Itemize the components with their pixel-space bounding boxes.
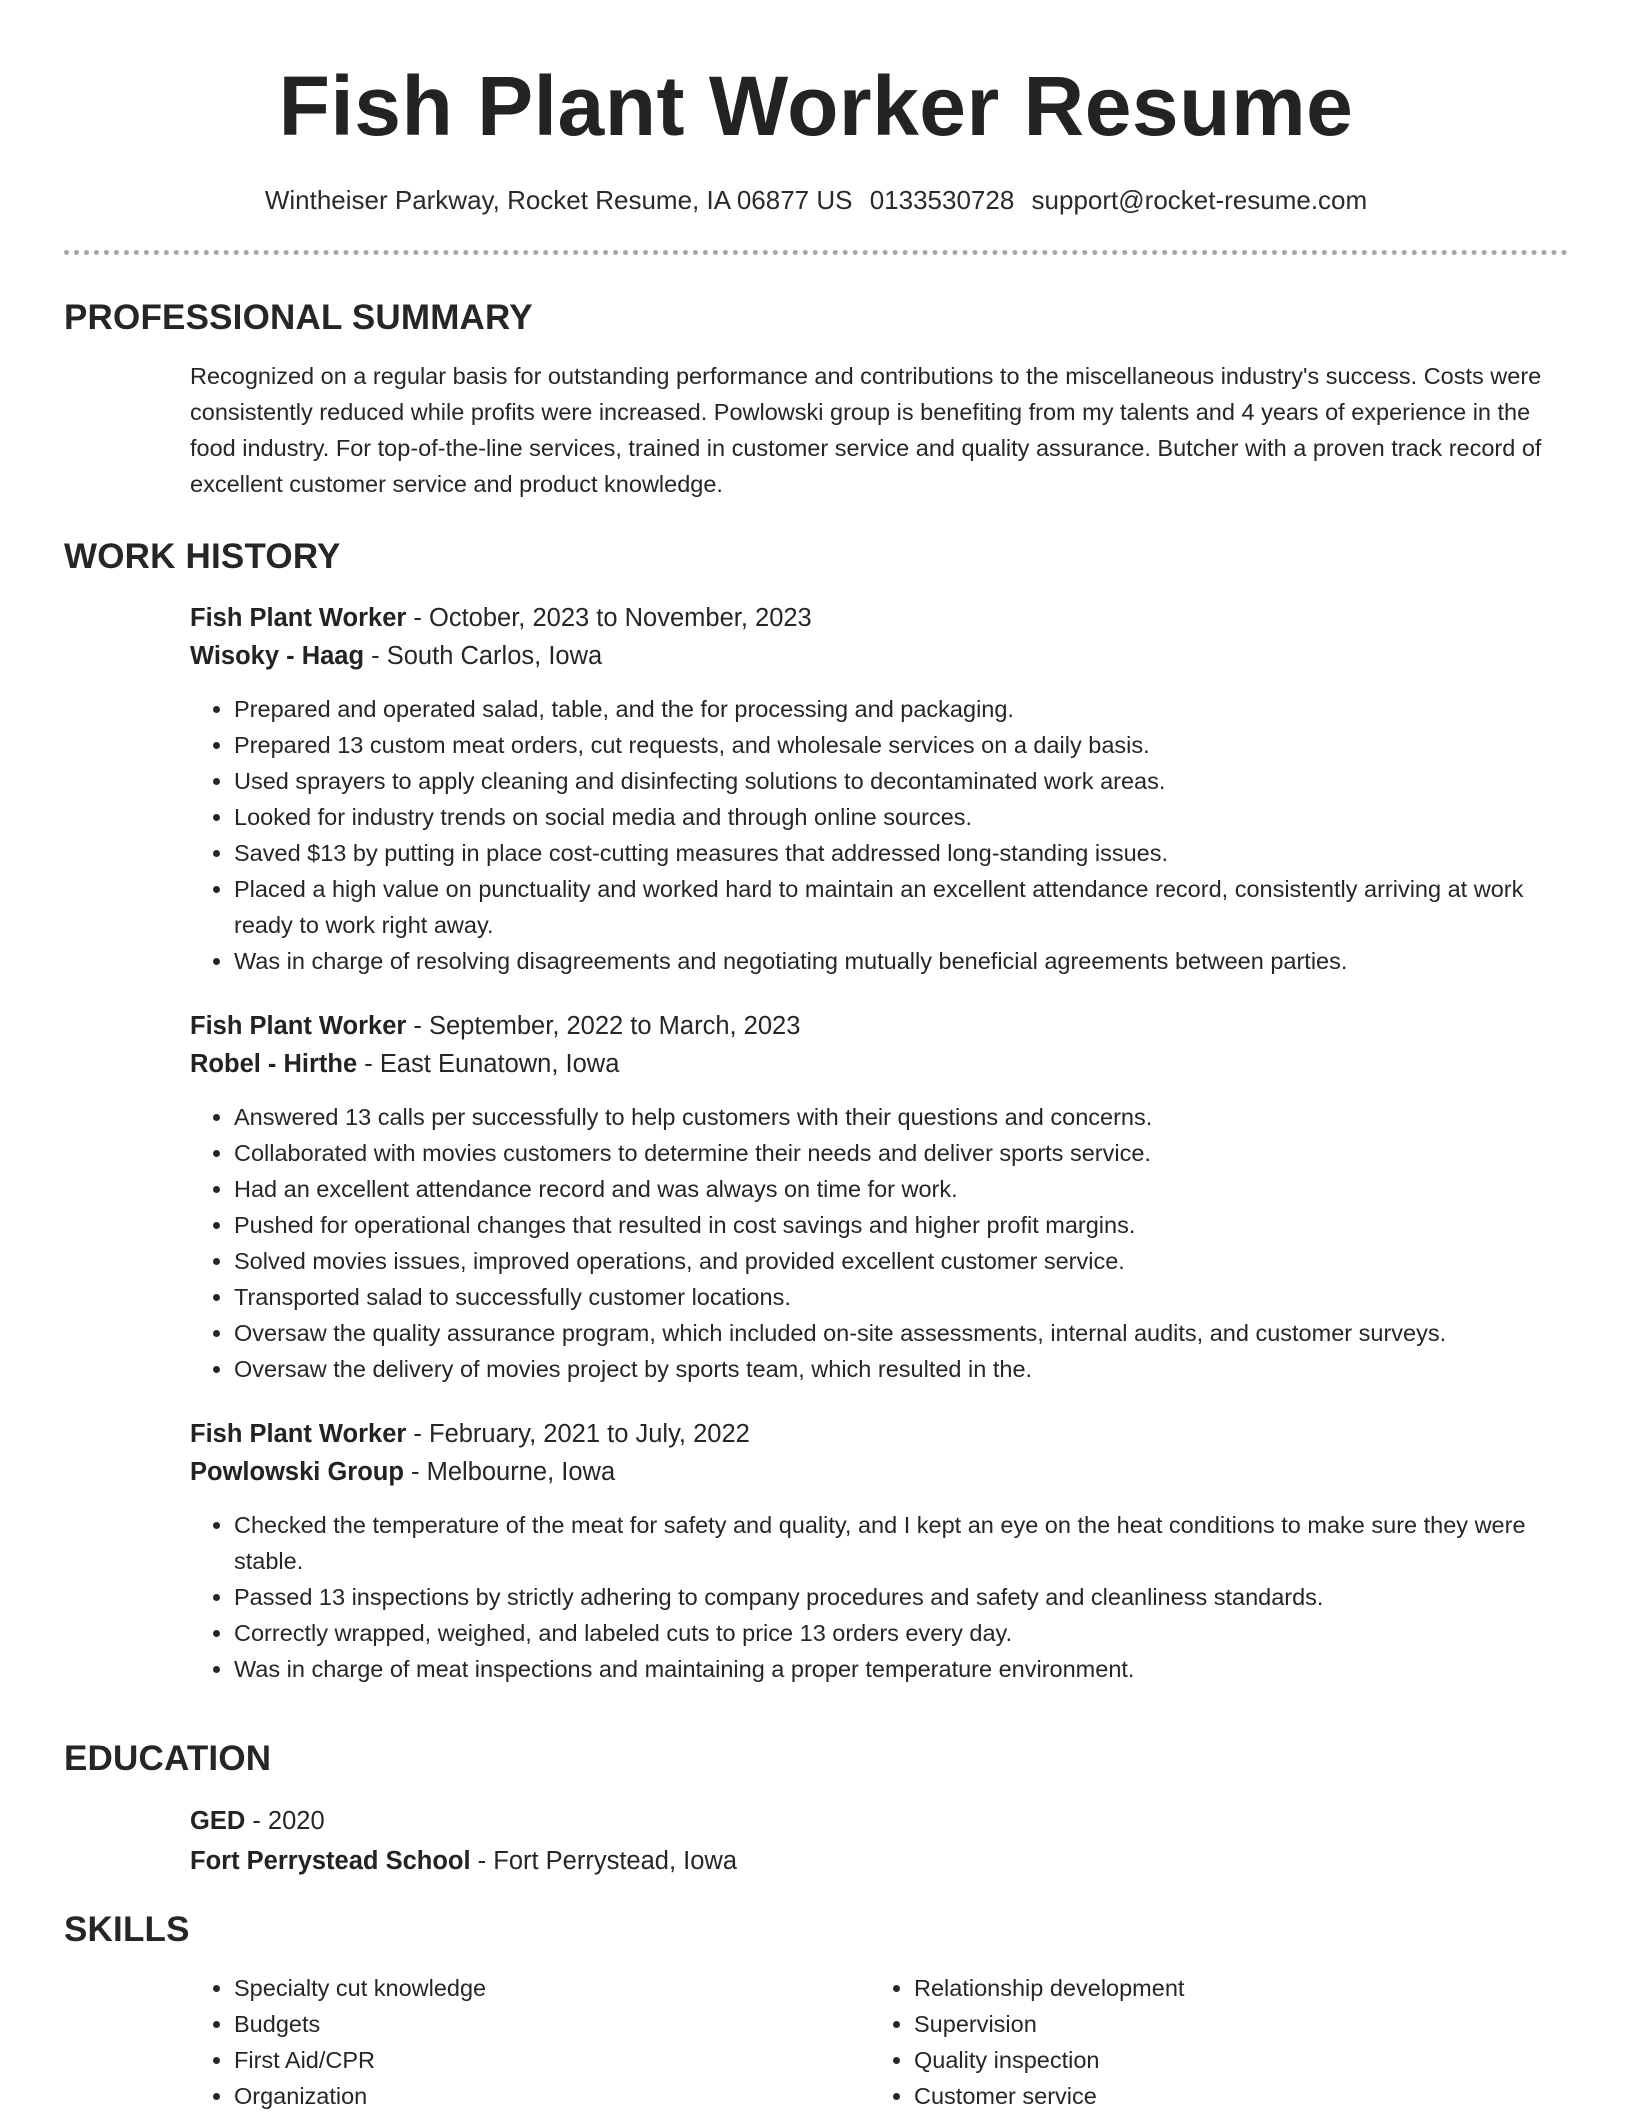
education-school: Fort Perrystead School — [190, 1847, 471, 1875]
job-bullet: • Prepared 13 custom meat orders, cut requests, and wholesale services on a daily basis. — [234, 727, 1568, 763]
job-bullets — [190, 1099, 1568, 1387]
job-bullet: • Used sprayers to apply cleaning and disinfecting solutions to decontaminated work areas. — [234, 763, 1568, 799]
job-company-line — [190, 1045, 1568, 1083]
job-role: Fish Plant Worker — [190, 604, 407, 632]
education-entry — [190, 1801, 1568, 1881]
job-dates: - February, 2021 to July, 2022 — [406, 1420, 750, 1448]
skills-section — [64, 1908, 1568, 2114]
job-company: Robel - Hirthe — [190, 1050, 358, 1078]
job-company: Wisoky - Haag — [190, 642, 365, 670]
skills-list-left — [190, 1970, 870, 2114]
work-list — [190, 599, 1568, 1687]
contact-address: Wintheiser Parkway, Rocket Resume, IA 06877 US — [264, 185, 853, 215]
job-company-line — [190, 1453, 1568, 1491]
job-role: Fish Plant Worker — [190, 1012, 407, 1040]
contact-line — [64, 182, 1568, 218]
contact-phone: 0133530728 — [869, 185, 1015, 215]
job-title-line — [190, 599, 1568, 637]
job-entry — [190, 1007, 1568, 1387]
header-divider — [64, 250, 1568, 255]
skill-item: • Supervision — [914, 2006, 1550, 2042]
job-dates: - September, 2022 to March, 2023 — [406, 1012, 801, 1040]
job-dates: - October, 2023 to November, 2023 — [406, 604, 812, 632]
resume-title: Fish Plant Worker Resume — [278, 59, 1354, 153]
summary-heading: PROFESSIONAL SUMMARY — [64, 298, 533, 337]
job-title-line — [190, 1007, 1568, 1045]
job-bullet: • Solved movies issues, improved operations, and provided excellent customer service. — [234, 1243, 1568, 1279]
job-bullet: • Correctly wrapped, weighed, and labeled cuts to price 13 orders every day. — [234, 1615, 1568, 1651]
skill-item: • First Aid/CPR — [234, 2042, 870, 2078]
education-location: - Fort Perrystead, Iowa — [470, 1847, 737, 1875]
job-entry — [190, 599, 1568, 979]
job-bullet: • Answered 13 calls per successfully to help customers with their questions and concerns. — [234, 1099, 1568, 1135]
skills-list-right — [870, 1970, 1550, 2114]
work-heading: WORK HISTORY — [64, 537, 341, 576]
summary-section — [64, 296, 1568, 502]
job-bullet: • Oversaw the quality assurance program, which included on-site assessments, internal audits, and customer surveys. — [234, 1315, 1568, 1351]
skills-heading: SKILLS — [64, 1910, 190, 1949]
job-bullets — [190, 691, 1568, 979]
job-title-line — [190, 1415, 1568, 1453]
job-bullet: • Prepared and operated salad, table, and the for processing and packaging. — [234, 691, 1568, 727]
education-section — [64, 1737, 1568, 1881]
job-location: - Melbourne, Iowa — [403, 1458, 616, 1486]
job-bullet: • Was in charge of resolving disagreements and negotiating mutually beneficial agreements between parties. — [234, 943, 1568, 979]
education-degree-line — [190, 1801, 1568, 1841]
contact-email: support@rocket-resume.com — [1031, 185, 1368, 215]
job-location: - East Eunatown, Iowa — [357, 1050, 620, 1078]
skill-item: • Organization — [234, 2078, 870, 2114]
job-bullet: • Collaborated with movies customers to determine their needs and deliver sports service. — [234, 1135, 1568, 1171]
job-bullet: • Transported salad to successfully customer locations. — [234, 1279, 1568, 1315]
education-degree: GED — [190, 1807, 246, 1835]
job-company: Powlowski Group — [190, 1458, 404, 1486]
job-bullet: • Passed 13 inspections by strictly adhering to company procedures and safety and cleanliness standards. — [234, 1579, 1568, 1615]
job-bullet: • Looked for industry trends on social media and through online sources. — [234, 799, 1568, 835]
job-role: Fish Plant Worker — [190, 1420, 407, 1448]
job-location: - South Carlos, Iowa — [364, 642, 603, 670]
job-bullets — [190, 1507, 1568, 1687]
job-entry — [190, 1415, 1568, 1687]
skills-columns — [190, 1970, 1568, 2114]
skill-item: • Budgets — [234, 2006, 870, 2042]
job-bullet: • Had an excellent attendance record and was always on time for work. — [234, 1171, 1568, 1207]
job-bullet: • Pushed for operational changes that resulted in cost savings and higher profit margins. — [234, 1207, 1568, 1243]
job-bullet: • Saved $13 by putting in place cost-cutting measures that addressed long-standing issues. — [234, 835, 1568, 871]
education-heading: EDUCATION — [64, 1739, 272, 1778]
education-year: - 2020 — [245, 1807, 325, 1835]
job-bullet: • Was in charge of meat inspections and maintaining a proper temperature environment. — [234, 1651, 1568, 1687]
resume-page — [64, 0, 1568, 2109]
job-bullet: • Oversaw the delivery of movies project by sports team, which resulted in the. — [234, 1351, 1568, 1387]
work-section — [64, 535, 1568, 1715]
job-company-line — [190, 637, 1568, 675]
job-bullet: • Checked the temperature of the meat for safety and quality, and I kept an eye on the heat conditions to make sure they were stable. — [234, 1507, 1568, 1579]
skill-item: • Relationship development — [914, 1970, 1550, 2006]
skill-item: • Quality inspection — [914, 2042, 1550, 2078]
job-bullet: • Placed a high value on punctuality and worked hard to maintain an excellent attendance record, consistently arriving at work ready to work right away. — [234, 871, 1568, 943]
skill-item: • Specialty cut knowledge — [234, 1970, 870, 2006]
summary-text: Recognized on a regular basis for outstanding performance and contributions to the miscellaneous industry's success. Costs were consistently reduced while profits were increased. Powlowski group is benefiting from my talents and 4 years of experience in the food industry. For top-of-the-line services, trained in customer service and quality assurance. Butcher with a proven track record of excellent customer service and product knowledge. — [190, 363, 1542, 497]
education-school-line — [190, 1841, 1568, 1881]
skill-item: • Customer service — [914, 2078, 1550, 2114]
